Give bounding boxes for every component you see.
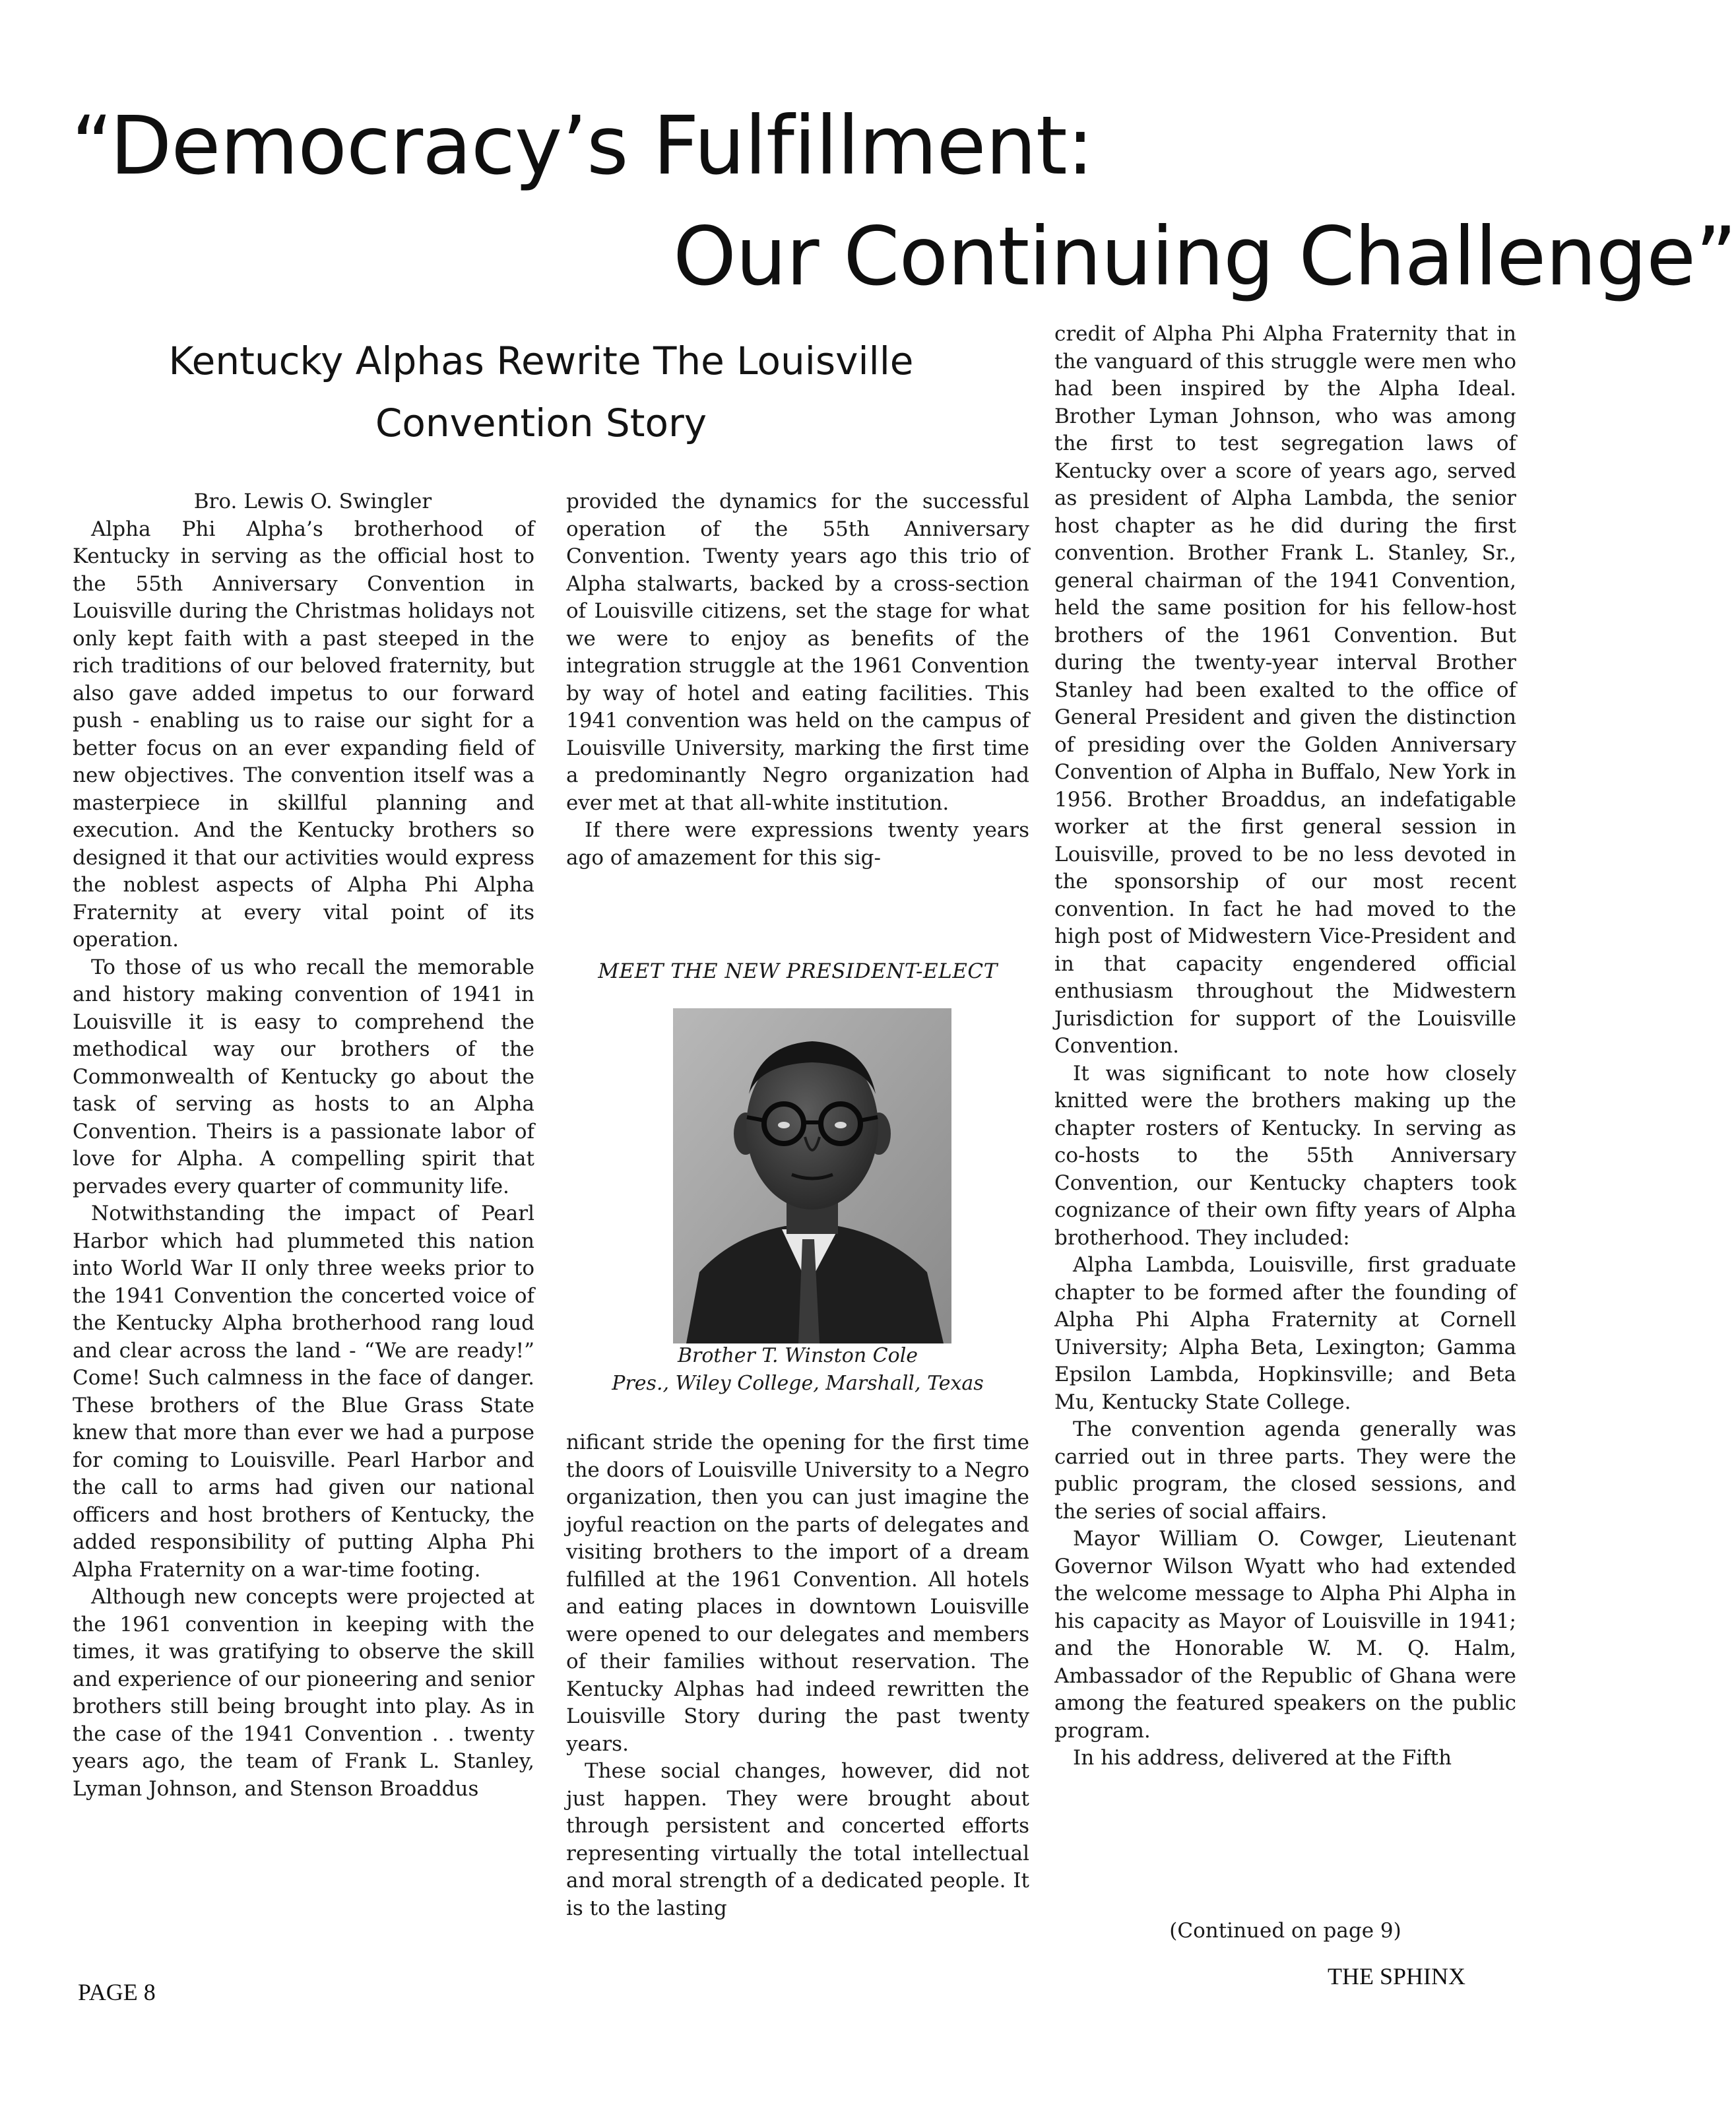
- paragraph: Although new concepts were projected at the 1961 convention in keeping with the times, it was gratifying to observe the skill and experience of our pioneering and senior brothers still being brought into play. As in the case of the 1941 Convention . . twenty years ago, the team of Frank L. Stanley, Lyman Johnson, and Stenson Broaddus: [73, 1585, 534, 1801]
- photo-caption-title: Pres., Wiley College, Marshall, Texas: [612, 1372, 984, 1395]
- paragraph: Alpha Phi Alpha’s brotherhood of Kentucky in serving as the official host to the 55th Anniversary Convention in Louisville during the Christmas holidays not only kept faith with a past steeped in the rich traditions of our beloved fraternity, but also gave added impetus to our forward push - enabling us to raise our sight for a better focus on an ever expanding field of new objectives. The convention itself was a masterpiece in skillful planning and execution. And the Kentucky brothers so designed it that our activities would express the noblest aspects of Alpha Phi Alpha Fraternity at every vital point of its operation.: [73, 517, 534, 952]
- article-column-1: [73, 488, 534, 1803]
- publication-name: THE SPHINX: [1328, 1963, 1466, 1989]
- paragraph: credit of Alpha Phi Alpha Fraternity that in the vanguard of this struggle were men who had been inspired by the Alpha Ideal. Brother Lyman Johnson, who was among the first to test segregation laws of Kentucky over a score of years ago, served as president of Alpha Lambda, the senior host chapter as he did during the first convention. Brother Frank L. Stanley, Sr., general chairman of the 1941 Convention, held the same position for his fellow-host brothers of the 1961 Convention. But during the twenty-year interval Brother Stanley had been exalted to the office of General President and given the distinction of presiding over the Golden Anniversary Convention of Alpha in Buffalo, New York in 1956. Brother Broaddus, an indefatigable worker at the first general session in Louisville, proved to be no less devoted in the sponsorship of our most recent convention. In fact he had moved to the high post of Midwestern Vice-President and in that capacity engendered official enthusiasm throughout the Midwestern Jurisdiction for support of the Louisville Convention.: [1054, 322, 1516, 1058]
- photo-heading: MEET THE NEW PRESIDENT-ELECT: [598, 959, 998, 983]
- article-column-3: [1054, 321, 1516, 1772]
- paragraph: Mayor William O. Cowger, Lieutenant Governor Wilson Wyatt who had extended the welcome message to Alpha Phi Alpha in his capacity as Mayor of Louisville in 1941; and the Honorable W. M. Q. Halm, Ambassador of the Republic of Ghana were among the featured speakers on the public program.: [1054, 1527, 1516, 1743]
- photo-caption: [566, 1342, 1029, 1398]
- photo-caption-name: Brother T. Winston Cole: [677, 1344, 918, 1367]
- byline: Bro. Lewis O. Swingler: [193, 490, 432, 513]
- paragraph: It was significant to note how closely knitted were the brothers making up the chapter rosters of Kentucky. In serving as co-hosts to the 55th Anniversary Convention, our Kentucky chapters took cognizance of their own fifty years of Alpha brotherhood. They included:: [1054, 1061, 1516, 1250]
- continued-note: (Continued on page 9): [1169, 1919, 1401, 1943]
- article-subhead: Kentucky Alphas Rewrite The Louisville Convention Story: [168, 339, 914, 445]
- paragraph: In his address, delivered at the Fifth: [1073, 1746, 1452, 1770]
- article-column-2-top: [566, 488, 1029, 872]
- paragraph: provided the dynamics for the successful operation of the 55th Anniversary Convention. Twenty years ago this trio of Alpha stalwarts, backed by a cross-section of Louisville citizens, set the stage for what we were to enjoy as benefits of the integration struggle at the 1961 Convention by way of hotel and eating facilities. This 1941 convention was held on the campus of Louisville University, marking the first time a predominantly Negro organization had ever met at that all-white institution.: [566, 490, 1029, 815]
- paragraph: nificant stride the opening for the first time the doors of Louisville University to a Negro organization, then you can just imagine the joyful reaction on the parts of delegates and visiting brothers to the import of a dream fulfilled at the 1961 Convention. All hotels and eating places in downtown Louisville were opened to our delegates and members of their families without reservation. The Kentucky Alphas had indeed rewritten the Louisville Story during the past twenty years.: [566, 1431, 1029, 1756]
- paragraph: Alpha Lambda, Louisville, first graduate chapter to be formed after the founding of Alpha Phi Alpha Fraternity at Cornell University; Alpha Beta, Lexington; Gamma Epsilon Lambda, Hopkinsville; and Beta Mu, Kentucky State College.: [1054, 1253, 1516, 1414]
- page-number: PAGE 8: [78, 1979, 156, 2005]
- paragraph: Notwithstanding the impact of Pearl Harbor which had plummeted this nation into World War II only three weeks prior to the 1941 Convention the concerted voice of the Kentucky Alpha brotherhood rang loud and clear across the land - “We are ready!” Come! Such calmness in the face of danger. These brothers of the Blue Grass State knew that more than ever we had a purpose for coming to Louisville. Pearl Harbor and the call to arms had given our national officers and host brothers of Kentucky, the added responsibility of putting Alpha Phi Alpha Fraternity on a war-time footing.: [73, 1202, 534, 1582]
- paragraph: These social changes, however, did not just happen. They were brought about through persistent and concerted efforts representing virtually the total intellectual and moral strength of a dedicated people. It is to the lasting: [566, 1759, 1029, 1920]
- headline-line-2: Our Continuing Challenge”: [673, 210, 1736, 304]
- paragraph: The convention agenda generally was carried out in three parts. They were the public program, the closed sessions, and the series of social affairs.: [1054, 1417, 1516, 1524]
- portrait-photo: [673, 1008, 951, 1343]
- portrait-illustration: [673, 1008, 951, 1343]
- headline-line-1: “Democracy’s Fulfillment:: [71, 99, 1093, 193]
- paragraph: To those of us who recall the memorable and history making convention of 1941 in Louisville it is easy to comprehend the methodical way our brothers of the Commonwealth of Kentucky go about the task of serving as hosts to an Alpha Convention. Theirs is a passionate labor of love for Alpha. A compelling spirit that pervades every quarter of community life.: [73, 955, 534, 1198]
- article-column-2-bottom: [566, 1429, 1029, 1922]
- paragraph: If there were expressions twenty years ago of amazement for this sig-: [566, 818, 1029, 870]
